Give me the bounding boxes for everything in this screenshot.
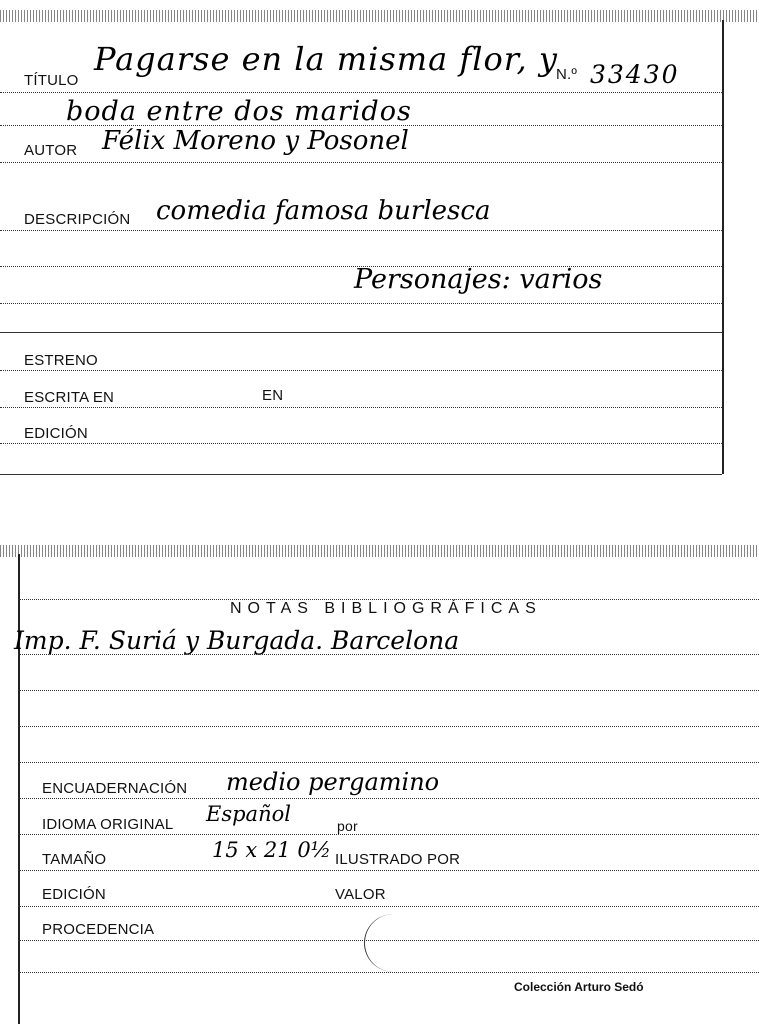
- ruled-line: [0, 92, 722, 93]
- notas-value: Imp. F. Suriá y Burgada. Barcelona: [14, 626, 460, 655]
- valor-label: VALOR: [335, 886, 386, 903]
- coleccion-credit: Colección Arturo Sedó: [514, 980, 644, 994]
- ruled-line: [0, 332, 722, 333]
- ruled-line: [18, 726, 759, 727]
- ruled-line: [0, 303, 722, 304]
- ruled-line: [0, 474, 722, 475]
- ruled-line: [18, 690, 759, 691]
- ruled-line: [0, 370, 722, 371]
- ruled-line: [18, 870, 759, 871]
- tamano-label: TAMAÑO: [42, 851, 107, 868]
- idioma-original-label: IDIOMA ORIGINAL: [42, 816, 174, 833]
- ilustrado-por-label: ILUSTRADO POR: [335, 851, 461, 868]
- encuadernacion-label: ENCUADERNACIÓN: [42, 780, 188, 797]
- edicion-label: EDICIÓN: [42, 886, 106, 903]
- estreno-label: ESTRENO: [24, 352, 98, 369]
- ruled-line: [18, 599, 759, 600]
- personajes-value: Personajes: varios: [354, 264, 603, 295]
- ruled-line: [0, 162, 722, 163]
- descripcion-label: DESCRIPCIÓN: [24, 211, 131, 228]
- procedencia-label: PROCEDENCIA: [42, 921, 155, 938]
- ruled-line: [0, 407, 722, 408]
- ruled-line: [0, 443, 722, 444]
- catalog-card-front: [0, 0, 759, 493]
- numero-label: N.º: [556, 66, 578, 83]
- autor-label: AUTOR: [24, 142, 78, 159]
- encuadernacion-value: medio pergamino: [226, 768, 440, 796]
- ruled-line: [18, 762, 759, 763]
- titulo-value-line1: Pagarse en la misma flor, y: [94, 40, 558, 78]
- card-top-edge: [0, 545, 759, 557]
- escrita-en-label: ESCRITA EN: [24, 389, 115, 406]
- por-label: por: [337, 818, 358, 834]
- card-right-edge: [722, 20, 724, 474]
- catalog-card-back: [0, 540, 759, 1028]
- titulo-label: TÍTULO: [24, 72, 79, 89]
- idioma-value: Español: [206, 802, 291, 826]
- ruled-line: [18, 798, 759, 799]
- ruled-line: [18, 834, 759, 835]
- card-top-edge: [0, 10, 759, 22]
- ruled-line: [18, 972, 759, 973]
- tamano-value: 15 x 21 0½: [212, 838, 332, 862]
- titulo-value-line2: boda entre dos maridos: [66, 96, 412, 127]
- ruled-line: [18, 906, 759, 907]
- en-label: EN: [262, 387, 284, 404]
- notas-bibliograficas-heading: NOTAS BIBLIOGRÁFICAS: [230, 600, 542, 617]
- ruled-line: [18, 654, 759, 655]
- numero-value: 33430: [590, 60, 680, 89]
- ruled-line: [0, 230, 722, 231]
- edicion-label: EDICIÓN: [24, 425, 88, 442]
- descripcion-value: comedia famosa burlesca: [156, 196, 491, 226]
- card-left-edge: [18, 554, 20, 1024]
- autor-value: Félix Moreno y Posonel: [102, 126, 409, 156]
- stamp-circle-mark: [364, 914, 423, 972]
